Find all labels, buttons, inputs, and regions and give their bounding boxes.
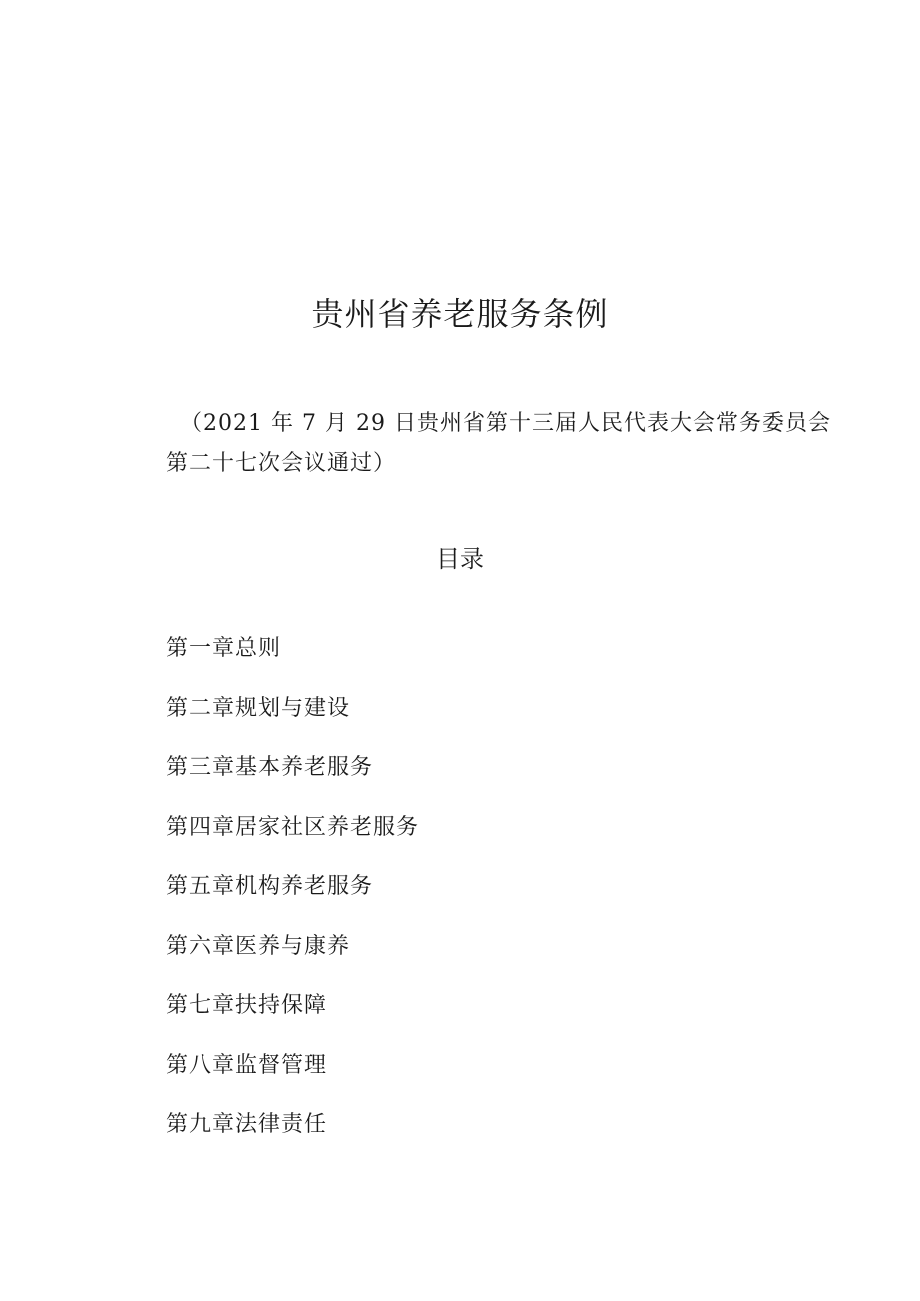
- table-of-contents: [166, 634, 419, 1140]
- toc-item-chapter-4: 第四章居家社区养老服务: [166, 814, 420, 840]
- toc-item-chapter-3: 第三章基本养老服务: [166, 755, 374, 780]
- toc-item-chapter-5: 第五章机构养老服务: [166, 874, 374, 899]
- document-title: 贵州省养老服务条例: [311, 295, 609, 333]
- adoption-note-line-1: （2021 年 7 月 29 日贵州省第十三届人民代表大会常务委员会: [180, 411, 831, 436]
- toc-heading: 目录: [436, 545, 484, 573]
- toc-item-chapter-9: 第九章法律责任: [166, 1112, 328, 1137]
- toc-item-chapter-6: 第六章医养与康养: [166, 933, 351, 959]
- toc-item-chapter-7: 第七章扶持保障: [166, 993, 328, 1018]
- toc-item-chapter-2: 第二章规划与建设: [166, 695, 351, 721]
- toc-item-chapter-8: 第八章监督管理: [166, 1052, 328, 1078]
- adoption-note-line-2: 第二十七次会议通过）: [166, 451, 397, 476]
- adoption-note: [166, 404, 831, 484]
- toc-item-chapter-1: 第一章总则: [166, 636, 282, 661]
